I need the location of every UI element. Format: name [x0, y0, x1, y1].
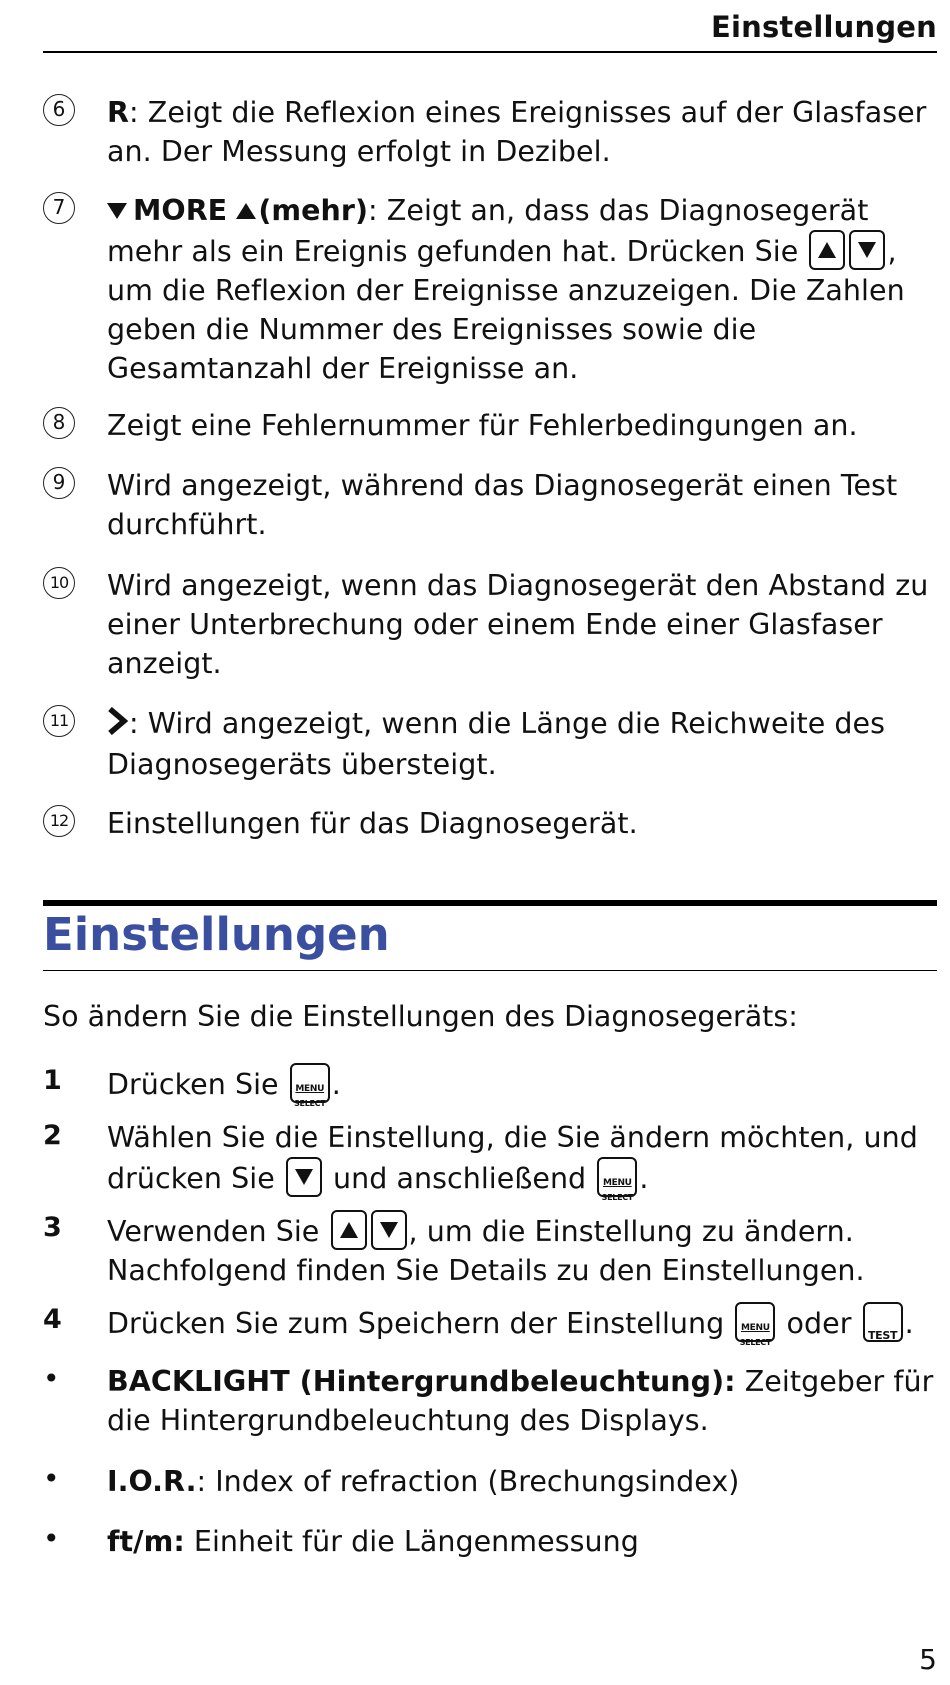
step-text: Drücken Sie: [107, 1068, 279, 1101]
bullet-text: Einheit für die Längenmessung: [184, 1525, 639, 1558]
bullet-text: : Index of refraction (Brechungsindex): [196, 1465, 740, 1498]
bullet-dot: •: [43, 1522, 60, 1555]
section-intro: So ändern Sie die Einstellungen des Diagnosegeräts:: [43, 1000, 798, 1033]
step-3: 3 Verwenden Sie , um die Einstellung zu ändern. Nachfolgend finden Sie Details zu den Einstellungen.: [43, 1212, 865, 1287]
menu-select-key-icon: MENU SELECT: [735, 1302, 775, 1342]
callout-number: 8: [43, 407, 75, 439]
triangle-down-icon: [107, 191, 127, 230]
legend-text-continued: , um die Reflexion der Ereignisse anzuzeigen. Die Zahlen geben die Nummer des Ereignisses sowie die Gesamtanzahl der Ereignisse an.: [107, 235, 905, 385]
legend-text: Wird angezeigt, wenn das Diagnosegerät den Abstand zu einer Unterbrechung oder einem Ende einer Glasfaser anzeigt.: [107, 569, 929, 680]
step-number: 3: [43, 1212, 62, 1243]
step-text: Drücken Sie zum Speichern der Einstellung: [107, 1307, 725, 1340]
up-arrow-key-icon: [809, 230, 845, 270]
chevron-right-icon: [107, 706, 129, 745]
document-page: [43, 0, 937, 1685]
section-rule-bottom: [43, 970, 937, 971]
callout-number: 11: [43, 705, 75, 737]
legend-text: : Zeigt die Reflexion eines Ereignisses auf der Glasfaser an. Der Messung erfolgt in Dezibel.: [107, 96, 927, 168]
page-number: 5: [919, 1643, 937, 1676]
legend-text: : Wird angezeigt, wenn die Länge die Reichweite des Diagnosegeräts übersteigt.: [107, 707, 886, 781]
menu-select-key-icon: MENU SELECT: [290, 1063, 330, 1103]
legend-item-12: [43, 804, 937, 843]
callout-number: 7: [43, 192, 75, 224]
step-1: 1 Drücken Sie MENU SELECT .: [43, 1065, 341, 1108]
legend-term: MORE: [133, 194, 228, 227]
menu-select-key-icon: MENU SELECT: [597, 1157, 637, 1197]
bullet-dot: •: [43, 1362, 60, 1395]
legend-text: : Zeigt an, dass das Diagnosegerät mehr als ein Ereignis gefunden hat. Drücken Sie: [107, 194, 869, 268]
legend-term: R: [107, 96, 129, 129]
bullet-backlight: [43, 1362, 937, 1440]
down-arrow-key-icon: [849, 230, 885, 270]
running-header: Einstellungen: [710, 10, 937, 44]
section-rule-top: [43, 900, 937, 906]
legend-item-7: [43, 191, 937, 388]
step-number: 4: [43, 1304, 62, 1335]
triangle-up-icon: [236, 191, 256, 230]
header-rule: [43, 51, 937, 53]
section-title: Einstellungen: [43, 908, 390, 961]
bullet-dot: •: [43, 1462, 60, 1495]
bullet-term: ft/m:: [107, 1525, 185, 1558]
legend-item-10: [43, 566, 937, 683]
legend-item-6: [43, 93, 937, 171]
legend-text: Zeigt eine Fehlernummer für Fehlerbedingungen an.: [107, 409, 858, 442]
bullet-term: BACKLIGHT (Hintergrundbeleuchtung):: [107, 1365, 736, 1398]
bullet-ftm: [43, 1522, 937, 1561]
bullet-text: Zeitgeber für die Hintergrundbeleuchtung des Displays.: [107, 1365, 934, 1437]
legend-text: Einstellungen für das Diagnosegerät.: [107, 807, 638, 840]
down-arrow-key-icon: [371, 1210, 407, 1250]
down-arrow-key-icon: [286, 1157, 322, 1197]
up-arrow-key-icon: [331, 1210, 367, 1250]
step-text: Wählen Sie die Einstellung, die Sie ändern möchten, und drücken Sie: [107, 1121, 918, 1195]
step-number: 2: [43, 1120, 62, 1151]
callout-number: 10: [43, 567, 75, 599]
callout-number: 12: [43, 805, 75, 837]
callout-number: 9: [43, 467, 75, 499]
legend-text: Wird angezeigt, während das Diagnosegerät einen Test durchführt.: [107, 469, 898, 541]
step-text: Verwenden Sie: [107, 1215, 320, 1248]
test-key-icon: TEST: [863, 1302, 903, 1342]
legend-item-8: [43, 406, 937, 445]
legend-item-11: [43, 704, 937, 784]
step-2: 2 Wählen Sie die Einstellung, die Sie ändern möchten, und drücken Sie und anschließend MENU SELECT .: [43, 1120, 918, 1202]
bullet-term: I.O.R.: [107, 1465, 197, 1498]
step-4: 4 Drücken Sie zum Speichern der Einstellung MENU SELECT oder TEST .: [43, 1304, 914, 1347]
step-number: 1: [43, 1065, 62, 1096]
legend-term-suffix: (mehr): [258, 194, 369, 227]
callout-number: 6: [43, 94, 75, 126]
legend-item-9: [43, 466, 937, 544]
bullet-ior: [43, 1462, 937, 1501]
